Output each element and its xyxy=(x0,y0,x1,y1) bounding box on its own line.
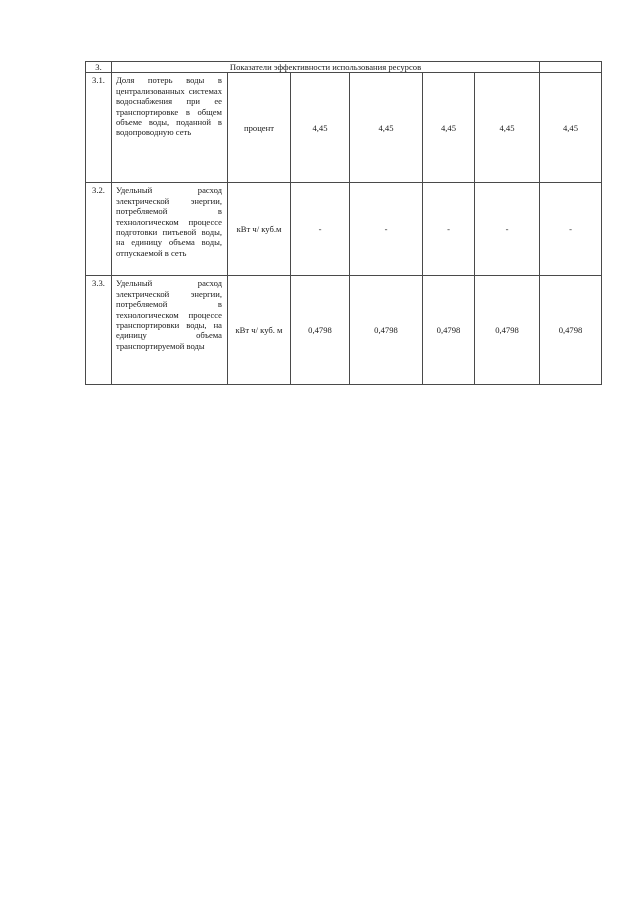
table-row xyxy=(86,276,602,385)
value-cell: 4,45 xyxy=(540,73,602,183)
row-number: 3.1. xyxy=(86,73,112,183)
resource-efficiency-table xyxy=(85,61,602,385)
value-cell: - xyxy=(475,183,540,276)
unit-cell: кВт ч/ куб. м xyxy=(228,276,291,385)
value-cell: 4,45 xyxy=(423,73,475,183)
row-number: 3.2. xyxy=(86,183,112,276)
value-cell: 0,4798 xyxy=(350,276,423,385)
row-number: 3.3. xyxy=(86,276,112,385)
value-cell: - xyxy=(350,183,423,276)
section-header-row xyxy=(86,62,602,73)
value-cell: - xyxy=(291,183,350,276)
table-row xyxy=(86,73,602,183)
value-cell: 4,45 xyxy=(350,73,423,183)
unit-cell: кВт ч/ куб.м xyxy=(228,183,291,276)
value-cell: 4,45 xyxy=(475,73,540,183)
value-cell: 4,45 xyxy=(291,73,350,183)
indicator-description: Доля потерь воды в централизованных системах водоснабжения при ее транспортировке в общем объеме воды, поданной в водопроводную сеть xyxy=(112,73,228,183)
value-cell: 0,4798 xyxy=(475,276,540,385)
indicator-description: Удельный расход электрической энергии, потребляемой в технологическом процессе транспортировки воды, на единицу объема транспортируемой воды xyxy=(112,276,228,385)
value-cell: 0,4798 xyxy=(291,276,350,385)
unit-cell: процент xyxy=(228,73,291,183)
indicator-description: Удельный расход электрической энергии, потребляемой в технологическом процессе подготовки питьевой воды, на единицу объема воды, отпускаемой в сеть xyxy=(112,183,228,276)
section-title: Показатели эффективности использования ресурсов xyxy=(112,62,540,73)
section-extra-cell xyxy=(540,62,602,73)
value-cell: - xyxy=(423,183,475,276)
value-cell: - xyxy=(540,183,602,276)
section-number: 3. xyxy=(86,62,112,73)
value-cell: 0,4798 xyxy=(540,276,602,385)
table-row xyxy=(86,183,602,276)
value-cell: 0,4798 xyxy=(423,276,475,385)
